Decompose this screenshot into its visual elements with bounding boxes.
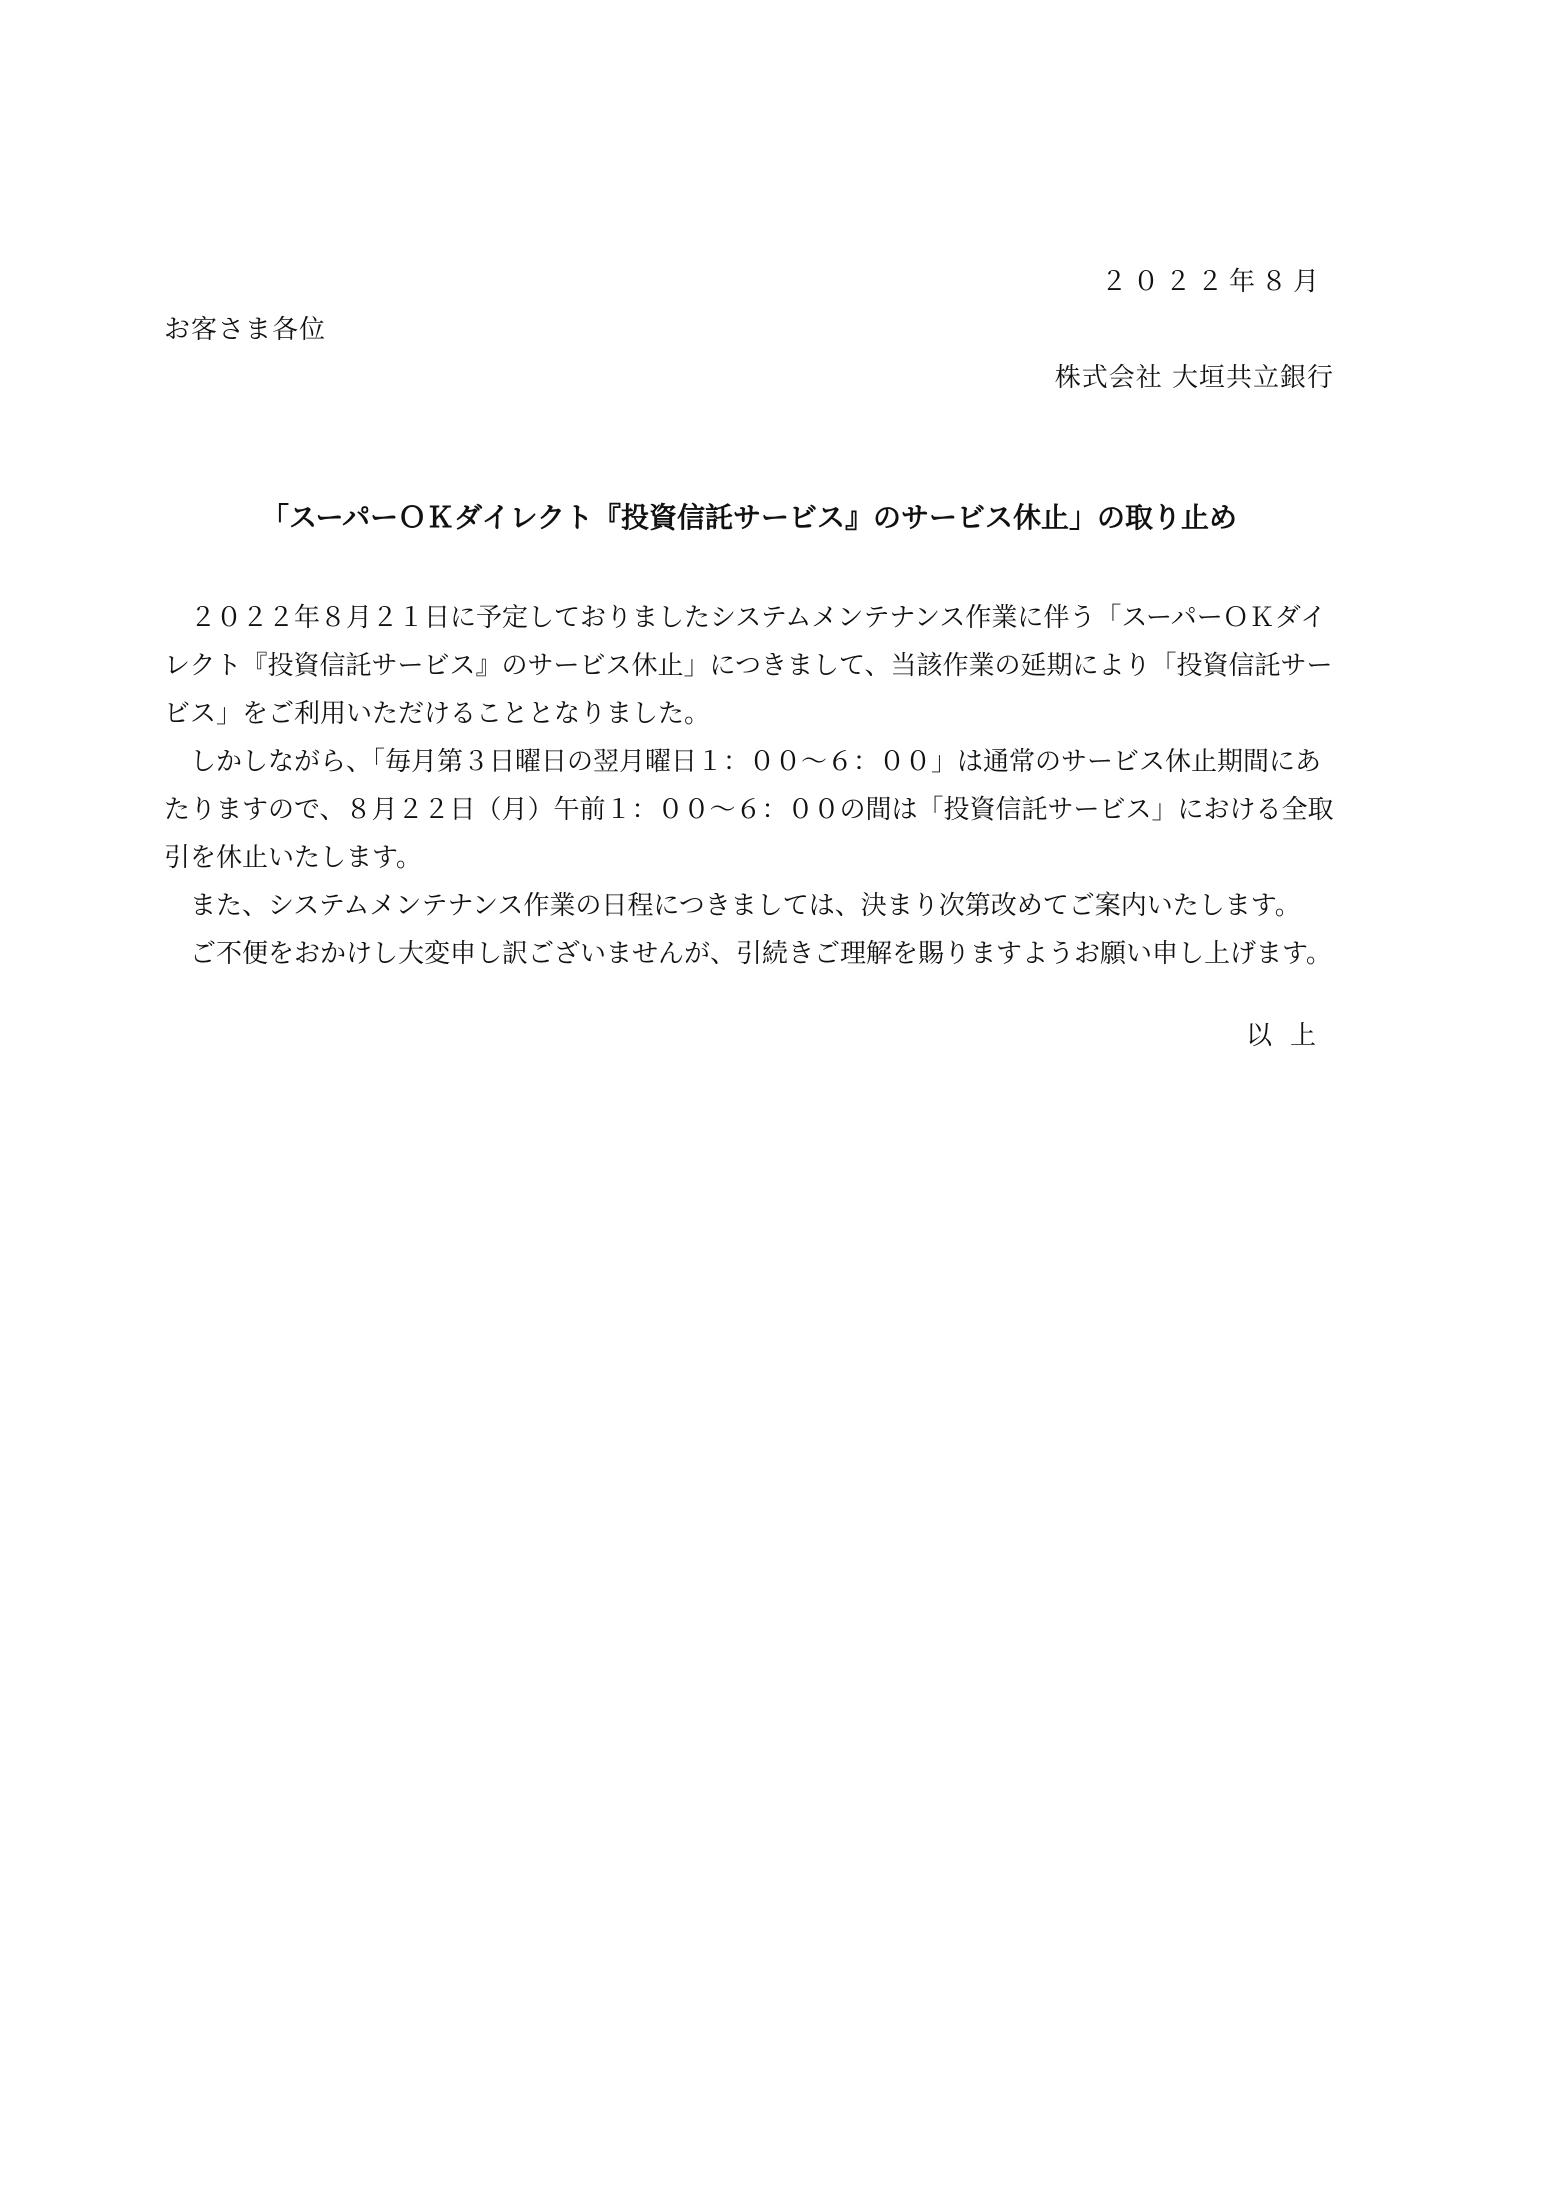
notice-body: [164, 594, 1334, 978]
document-date: ２０２２年８月: [1100, 267, 1325, 297]
closing-text: 以上: [1245, 1021, 1334, 1051]
notice-title: 「スーパーＯＫダイレクト『投資信託サービス』のサービス休止」の取り止め: [260, 501, 1238, 534]
body-paragraph: しかしながら、「毎月第３日曜日の翌月曜日１：００～６：００」は通常のサービス休止期間にあたりますので、８月２２日（月）午前１：００～６：００の間は「投資信託サービス」における全取引を休止いたします。: [164, 747, 1334, 873]
body-paragraph: ２０２２年８月２１日に予定しておりましたシステムメンテナンス作業に伴う「スーパーＯＫダイレクト『投資信託サービス』のサービス休止」につきまして、当該作業の延期により「投資信託サービス」をご利用いただけることとなりました。: [164, 603, 1333, 729]
recipient: お客さま各位: [164, 315, 327, 345]
body-paragraph: また、システムメンテナンス作業の日程につきましては、決まり次第改めてご案内いたします。: [190, 891, 1301, 921]
sender-company: 株式会社 大垣共立銀行: [1054, 363, 1334, 393]
body-paragraph: ご不便をおかけし大変申し訳ございませんが、引続きご理解を賜りますようお願い申し上げます。: [190, 939, 1332, 969]
